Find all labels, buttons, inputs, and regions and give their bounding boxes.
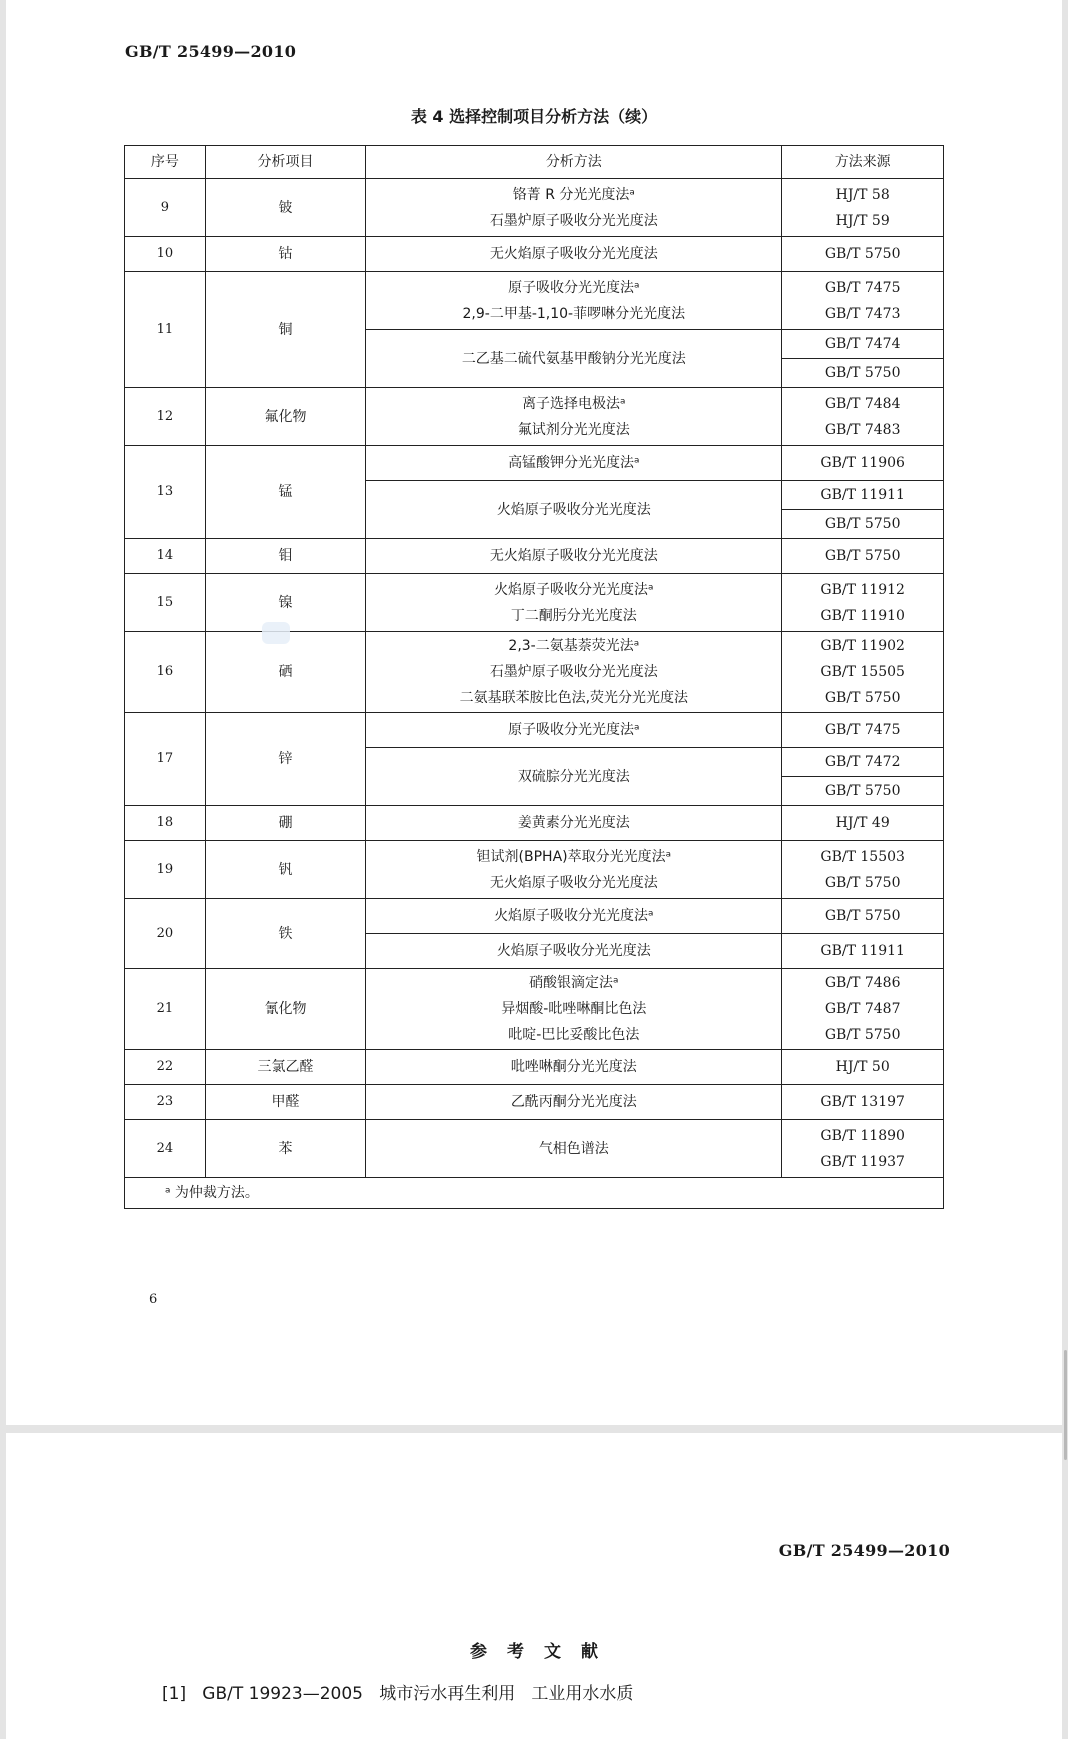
method-name: 气相色谱法: [538, 1140, 609, 1157]
method-name: 姜黄素分光光度法: [517, 815, 630, 831]
analysis-item: 铍: [205, 179, 365, 237]
method-name: 异烟酸-吡唑啉酮比色法: [501, 1001, 647, 1017]
method-source: GB/T 11911: [820, 943, 905, 959]
table-row: [125, 388, 944, 446]
method-source: GB/T 5750: [824, 1027, 901, 1043]
method-cell: [366, 899, 782, 934]
row-number: 23: [125, 1085, 206, 1120]
method-source: HJ/T 58: [835, 186, 890, 203]
row-number: 16: [125, 632, 206, 713]
method-source: GB/T 5750: [824, 246, 901, 262]
references-title: 参考文献: [470, 1642, 618, 1662]
method-source: HJ/T 50: [835, 1059, 890, 1075]
row-number: 20: [125, 899, 206, 969]
document-page-1: [6, 0, 1062, 1425]
method-cell: [366, 632, 782, 713]
table-row: [125, 539, 944, 574]
method-cell: [366, 446, 782, 481]
method-name: 火焰原子吸收分光光度法: [496, 943, 651, 959]
table-row: [125, 272, 944, 330]
analysis-item: 氟化物: [205, 388, 365, 446]
method-name: 无火焰原子吸收分光光度法: [489, 246, 658, 262]
method-name: 无火焰原子吸收分光光度法: [489, 548, 658, 564]
method-source: GB/T 7475: [824, 722, 901, 738]
method-source-cell: [782, 1120, 944, 1178]
method-name: 钽试剂(BPHA)萃取分光光度法ᵃ: [476, 848, 672, 865]
method-cell: [366, 330, 782, 388]
analysis-item: 硒: [205, 632, 365, 713]
scrollbar-thumb[interactable]: [1064, 1350, 1067, 1460]
row-number: 18: [125, 806, 206, 841]
method-source: GB/T 13197: [820, 1094, 905, 1110]
method-name: 吡啶-巴比妥酸比色法: [508, 1027, 640, 1043]
method-cell: [366, 748, 782, 806]
row-number: 9: [125, 179, 206, 237]
method-source: GB/T 5750: [824, 548, 901, 564]
method-source: GB/T 11910: [820, 607, 905, 624]
method-source: GB/T 7484: [824, 395, 901, 412]
document-page-2: [6, 1433, 1062, 1739]
method-cell: [366, 481, 782, 539]
method-cell: [366, 934, 782, 969]
method-source-cell: [782, 841, 944, 899]
method-source-cell: [782, 446, 944, 481]
row-number: 15: [125, 574, 206, 632]
standard-header: GB/T 25499—2010: [125, 42, 297, 61]
method-name: 二乙基二硫代氨基甲酸钠分光光度法: [461, 350, 686, 367]
method-cell: [366, 969, 782, 1050]
method-source-cell: [782, 510, 944, 539]
analysis-item: 锰: [205, 446, 365, 539]
method-source-cell: [782, 272, 944, 330]
method-source: GB/T 11902: [820, 638, 905, 654]
method-source: HJ/T 59: [835, 212, 890, 229]
table-row: [125, 574, 944, 632]
analysis-item: 氰化物: [205, 969, 365, 1050]
method-name: 乙酰丙酮分光光度法: [510, 1094, 637, 1110]
method-source-cell: [782, 1085, 944, 1120]
method-cell: [366, 179, 782, 237]
method-source-cell: [782, 330, 944, 359]
method-source: GB/T 7486: [824, 975, 901, 991]
table-row: [125, 841, 944, 899]
method-source: GB/T 11937: [820, 1153, 905, 1170]
reference-item: [1] GB/T 19923—2005 城市污水再生利用 工业用水水质: [162, 1684, 634, 1704]
method-source-cell: [782, 388, 944, 446]
table-row: [125, 446, 944, 481]
table-row: [125, 237, 944, 272]
method-name: 二氨基联苯胺比色法,荧光分光光度法: [459, 690, 689, 706]
method-name: 铬菁 R 分光光度法ᵃ: [512, 186, 635, 203]
method-name: 原子吸收分光光度法ᵃ: [508, 279, 640, 296]
header-seq: 序号: [125, 146, 206, 179]
method-source: GB/T 7472: [824, 754, 901, 770]
table-caption: 表 4 选择控制项目分析方法（续）: [410, 107, 658, 126]
method-source-cell: [782, 481, 944, 510]
header-method: 分析方法: [366, 146, 782, 179]
method-source: HJ/T 49: [835, 815, 890, 831]
table-row: [125, 969, 944, 1050]
method-source: GB/T 7483: [824, 421, 901, 438]
method-source-cell: [782, 574, 944, 632]
table-row: [125, 899, 944, 934]
method-source-cell: [782, 748, 944, 777]
method-name: 无火焰原子吸收分光光度法: [489, 874, 658, 891]
standard-header: GB/T 25499—2010: [778, 1541, 950, 1560]
method-source: GB/T 7475: [824, 279, 901, 296]
method-name: 丁二酮肟分光光度法: [510, 607, 637, 624]
method-source: GB/T 5750: [824, 783, 901, 799]
method-source: GB/T 7473: [824, 305, 901, 322]
row-number: 10: [125, 237, 206, 272]
method-name: 火焰原子吸收分光光度法ᵃ: [494, 581, 654, 598]
header-item: 分析项目: [205, 146, 365, 179]
method-name: 离子选择电极法ᵃ: [522, 395, 626, 412]
table-row: [125, 179, 944, 237]
method-name: 火焰原子吸收分光光度法: [496, 501, 651, 518]
row-number: 14: [125, 539, 206, 574]
watermark-logo: [262, 622, 290, 644]
table-header-row: [125, 146, 944, 179]
method-source: GB/T 5750: [824, 365, 901, 381]
method-name: 双硫腙分光光度法: [517, 768, 630, 785]
method-name: 石墨炉原子吸收分光光度法: [489, 664, 658, 680]
row-number: 17: [125, 713, 206, 806]
analysis-item: 镍: [205, 574, 365, 632]
footnote: ᵃ 为仲裁方法。: [125, 1178, 944, 1209]
analysis-item: 苯: [205, 1120, 365, 1178]
method-source: GB/T 11890: [820, 1127, 905, 1144]
method-cell: [366, 1120, 782, 1178]
method-source: GB/T 15505: [820, 664, 905, 680]
method-source: GB/T 5750: [824, 874, 901, 891]
analysis-item: 铜: [205, 272, 365, 388]
method-source-cell: [782, 934, 944, 969]
table-row: [125, 1120, 944, 1178]
table-row: [125, 1050, 944, 1085]
method-cell: [366, 388, 782, 446]
method-source: GB/T 5750: [824, 908, 901, 924]
method-cell: [366, 1085, 782, 1120]
page-number: 6: [149, 1292, 158, 1307]
analysis-item: 三氯乙醛: [205, 1050, 365, 1085]
row-number: 22: [125, 1050, 206, 1085]
analysis-item: 硼: [205, 806, 365, 841]
table-row: [125, 632, 944, 713]
method-source-cell: [782, 806, 944, 841]
analysis-item: 钼: [205, 539, 365, 574]
row-number: 21: [125, 969, 206, 1050]
analysis-item: 铁: [205, 899, 365, 969]
method-cell: [366, 539, 782, 574]
method-source-cell: [782, 1050, 944, 1085]
method-source-cell: [782, 713, 944, 748]
method-source-cell: [782, 179, 944, 237]
method-source-cell: [782, 969, 944, 1050]
method-source-cell: [782, 899, 944, 934]
method-source: GB/T 11906: [820, 455, 905, 471]
method-name: 氟试剂分光光度法: [517, 421, 630, 438]
method-name: 2,3-二氨基萘荧光法ᵃ: [508, 638, 640, 654]
row-number: 13: [125, 446, 206, 539]
method-source-cell: [782, 777, 944, 806]
method-name: 原子吸收分光光度法ᵃ: [508, 722, 640, 738]
table-row: [125, 1085, 944, 1120]
method-name: 高锰酸钾分光光度法ᵃ: [508, 455, 640, 471]
row-number: 24: [125, 1120, 206, 1178]
method-source-cell: [782, 539, 944, 574]
method-source: GB/T 11911: [820, 487, 905, 503]
analysis-item: 钴: [205, 237, 365, 272]
table-row: [125, 713, 944, 748]
method-cell: [366, 806, 782, 841]
method-source-cell: [782, 237, 944, 272]
header-source: 方法来源: [782, 146, 944, 179]
method-source: GB/T 7487: [824, 1001, 901, 1017]
method-name: 吡唑啉酮分光光度法: [510, 1059, 637, 1075]
method-name: 火焰原子吸收分光光度法ᵃ: [494, 908, 654, 924]
method-name: 2,9-二甲基-1,10-菲啰啉分光光度法: [462, 305, 686, 322]
method-cell: [366, 272, 782, 330]
method-name: 石墨炉原子吸收分光光度法: [489, 212, 658, 229]
analysis-item: 甲醛: [205, 1085, 365, 1120]
method-source: GB/T 11912: [820, 581, 905, 598]
method-source: GB/T 7474: [824, 336, 901, 352]
method-source: GB/T 5750: [824, 516, 901, 532]
method-cell: [366, 1050, 782, 1085]
row-number: 12: [125, 388, 206, 446]
method-cell: [366, 841, 782, 899]
table-row: [125, 806, 944, 841]
analysis-item: 锌: [205, 713, 365, 806]
analysis-item: 钒: [205, 841, 365, 899]
footnote-row: [125, 1178, 944, 1209]
row-number: 19: [125, 841, 206, 899]
method-source: GB/T 15503: [820, 848, 905, 865]
method-cell: [366, 574, 782, 632]
method-source-cell: [782, 359, 944, 388]
method-source: GB/T 5750: [824, 690, 901, 706]
analysis-methods-table: [124, 145, 944, 1209]
method-source-cell: [782, 632, 944, 713]
method-cell: [366, 237, 782, 272]
row-number: 11: [125, 272, 206, 388]
method-cell: [366, 713, 782, 748]
method-name: 硝酸银滴定法ᵃ: [529, 975, 619, 991]
